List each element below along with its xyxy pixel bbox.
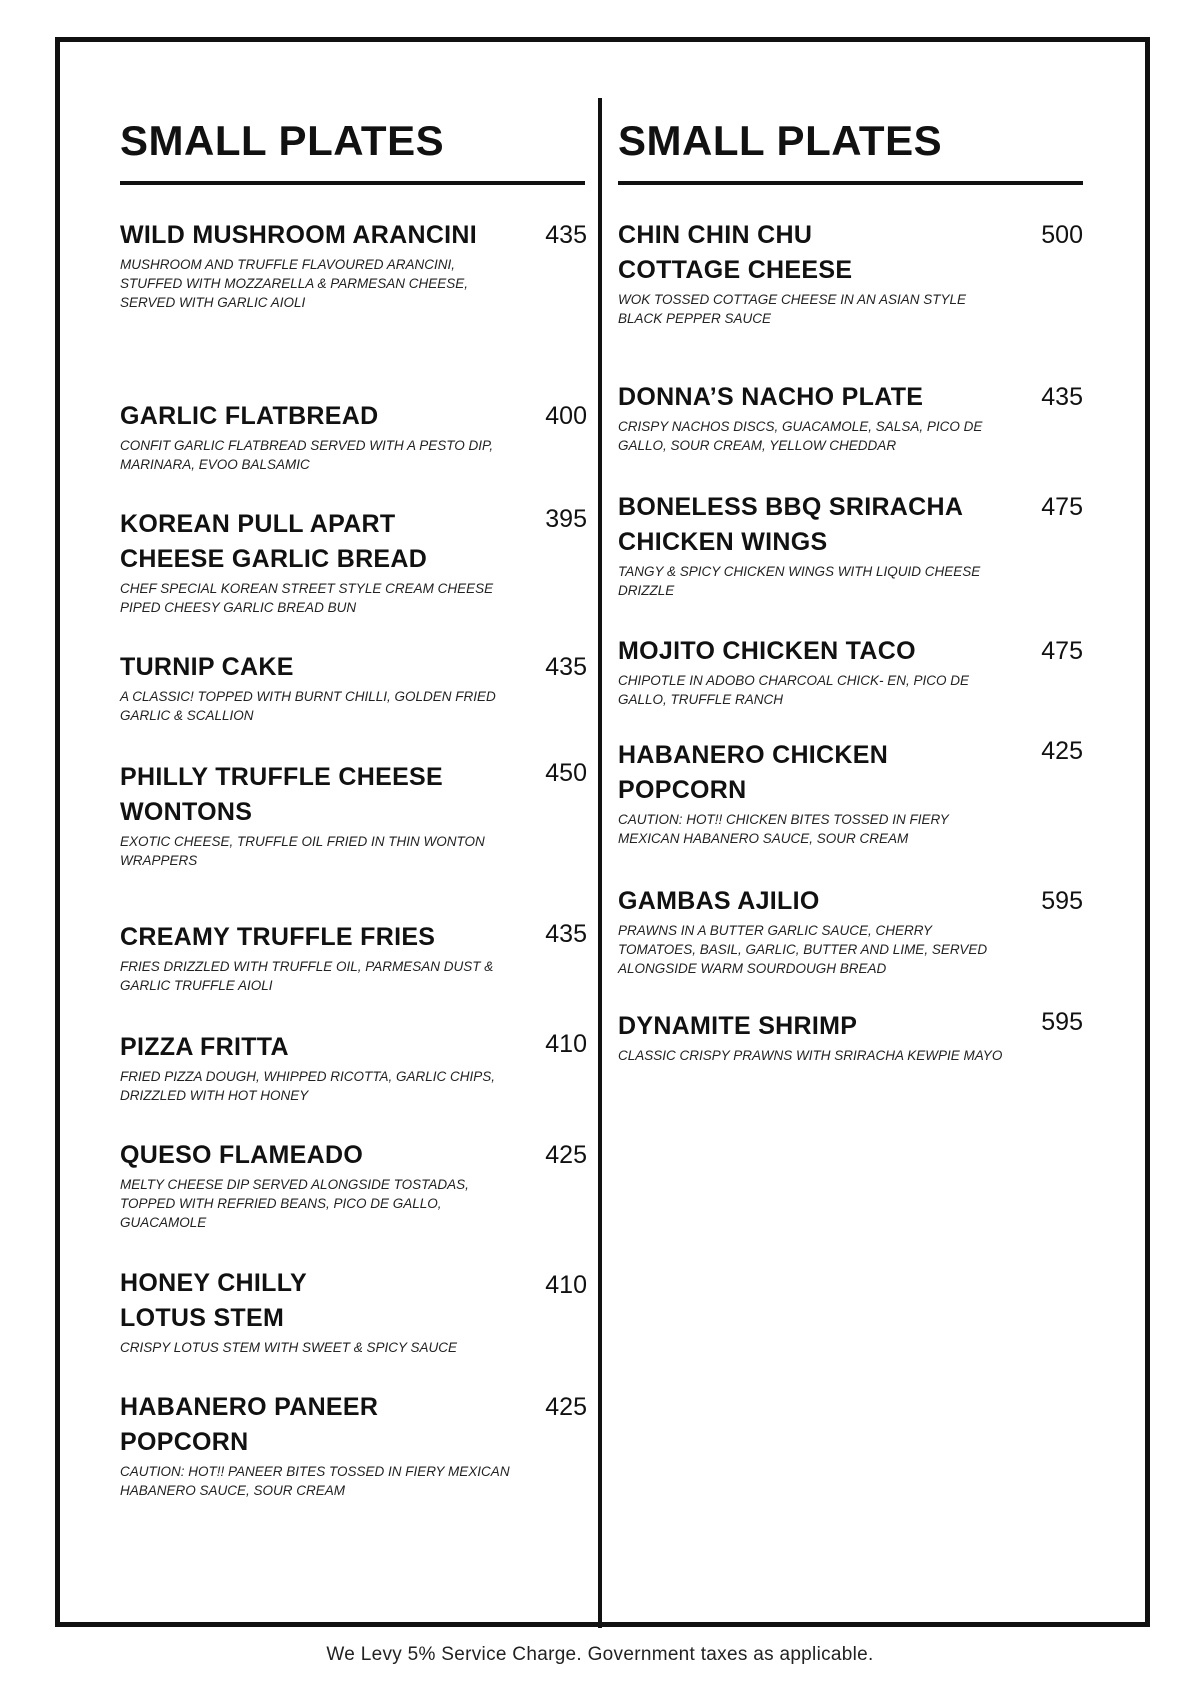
item-name: CREAMY TRUFFLE FRIES — [120, 923, 436, 951]
item-description: WOK TOSSED COTTAGE CHEESE IN AN ASIAN STYLE BLACK PEPPER SAUCE — [618, 292, 967, 326]
item-name: TURNIP CAKE — [120, 653, 294, 681]
item-description: PRAWNS IN A BUTTER GARLIC SAUCE, CHERRY TOMATOES, BASIL, GARLIC, BUTTER AND LIME, SERVED ALONGSIDE WARM SOURDOUGH BREAD — [618, 923, 988, 976]
menu-item — [120, 760, 585, 870]
section-heading: SMALL PLATES — [120, 117, 445, 164]
item-price: 425 — [545, 1393, 587, 1421]
menu-item — [618, 884, 1083, 978]
item-description: FRIES DRIZZLED WITH TRUFFLE OIL, PARMESAN DUST & GARLIC TRUFFLE AIOLI — [120, 959, 494, 993]
item-description: CONFIT GARLIC FLATBREAD SERVED WITH A PESTO DIP, MARINARA, EVOO BALSAMIC — [120, 438, 494, 472]
item-name: HABANERO PANEER POPCORN — [120, 1393, 379, 1456]
item-description: MUSHROOM AND TRUFFLE FLAVOURED ARANCINI, STUFFED WITH MOZZARELLA & PARMESAN CHEESE, SERVED WITH GARLIC AIOLI — [120, 257, 469, 310]
service-charge-note: We Levy 5% Service Charge. Government taxes as applicable. — [326, 1644, 874, 1665]
item-name: CHIN CHIN CHU COTTAGE CHEESE — [618, 221, 853, 284]
item-name: BONELESS BBQ SRIRACHA CHICKEN WINGS — [618, 493, 963, 556]
menu-item — [120, 1030, 585, 1105]
menu-item — [618, 380, 1083, 455]
menu-item — [120, 507, 585, 617]
menu-item — [120, 218, 585, 312]
item-price: 435 — [545, 221, 587, 249]
menu-item — [618, 738, 1083, 848]
item-name: GARLIC FLATBREAD — [120, 402, 379, 430]
section-heading: SMALL PLATES — [618, 117, 943, 164]
item-price: 595 — [1041, 1008, 1083, 1036]
item-name: KOREAN PULL APART CHEESE GARLIC BREAD — [120, 510, 428, 573]
menu-item — [120, 399, 585, 474]
item-name: GAMBAS AJILIO — [618, 887, 820, 915]
item-name: PHILLY TRUFFLE CHEESE WONTONS — [120, 763, 444, 826]
item-price: 595 — [1041, 887, 1083, 915]
menu-item — [120, 920, 585, 995]
item-price: 435 — [545, 920, 587, 948]
menu-item — [618, 490, 1083, 600]
item-price: 410 — [545, 1030, 587, 1058]
item-description: CHEF SPECIAL KOREAN STREET STYLE CREAM CHEESE PIPED CHEESY GARLIC BREAD BUN — [120, 581, 494, 615]
heading-rule — [618, 181, 1083, 185]
item-name: DONNA’S NACHO PLATE — [618, 383, 924, 411]
item-description: CAUTION: HOT!! PANEER BITES TOSSED IN FIERY MEXICAN HABANERO SAUCE, SOUR CREAM — [120, 1464, 510, 1498]
item-price: 425 — [545, 1141, 587, 1169]
item-description: CAUTION: HOT!! CHICKEN BITES TOSSED IN FIERY MEXICAN HABANERO SAUCE, SOUR CREAM — [618, 812, 949, 846]
item-name: DYNAMITE SHRIMP — [618, 1012, 858, 1040]
column-divider — [598, 98, 602, 1628]
item-price: 450 — [545, 759, 587, 787]
item-price: 435 — [545, 653, 587, 681]
item-price: 410 — [545, 1271, 587, 1299]
item-name: WILD MUSHROOM ARANCINI — [120, 221, 478, 249]
menu-item — [120, 1390, 585, 1500]
item-description: CLASSIC CRISPY PRAWNS WITH SRIRACHA KEWPIE MAYO — [618, 1048, 1003, 1063]
item-price: 425 — [1041, 737, 1083, 765]
item-description: A CLASSIC! TOPPED WITH BURNT CHILLI, GOLDEN FRIED GARLIC & SCALLION — [120, 689, 496, 723]
item-description: TANGY & SPICY CHICKEN WINGS WITH LIQUID CHEESE DRIZZLE — [618, 564, 981, 598]
item-name: QUESO FLAMEADO — [120, 1141, 364, 1169]
menu-item — [618, 1009, 1083, 1065]
item-name: PIZZA FRITTA — [120, 1033, 289, 1061]
item-price: 475 — [1041, 637, 1083, 665]
item-description: CRISPY NACHOS DISCS, GUACAMOLE, SALSA, PICO DE GALLO, SOUR CREAM, YELLOW CHEDDAR — [618, 419, 983, 453]
item-description: EXOTIC CHEESE, TRUFFLE OIL FRIED IN THIN WONTON WRAPPERS — [120, 834, 485, 868]
item-name: HONEY CHILLY LOTUS STEM — [120, 1269, 307, 1332]
item-description: CRISPY LOTUS STEM WITH SWEET & SPICY SAUCE — [120, 1340, 458, 1355]
menu-item — [618, 634, 1083, 709]
item-description: CHIPOTLE IN ADOBO CHARCOAL CHICK- EN, PICO DE GALLO, TRUFFLE RANCH — [618, 673, 970, 707]
item-description: FRIED PIZZA DOUGH, WHIPPED RICOTTA, GARLIC CHIPS, DRIZZLED WITH HOT HONEY — [120, 1069, 496, 1103]
menu-item — [618, 218, 1083, 328]
item-name: HABANERO CHICKEN POPCORN — [618, 741, 889, 804]
item-price: 395 — [545, 505, 587, 533]
item-price: 500 — [1041, 221, 1083, 249]
item-name: MOJITO CHICKEN TACO — [618, 637, 916, 665]
item-price: 475 — [1041, 493, 1083, 521]
heading-rule — [120, 181, 585, 185]
item-price: 400 — [545, 402, 587, 430]
item-description: MELTY CHEESE DIP SERVED ALONGSIDE TOSTADAS, TOPPED WITH REFRIED BEANS, PICO DE GALLO, GUACAMOLE — [120, 1177, 469, 1230]
item-price: 435 — [1041, 383, 1083, 411]
menu-item — [120, 1266, 585, 1357]
menu-item — [120, 650, 585, 725]
menu-item — [120, 1138, 585, 1232]
